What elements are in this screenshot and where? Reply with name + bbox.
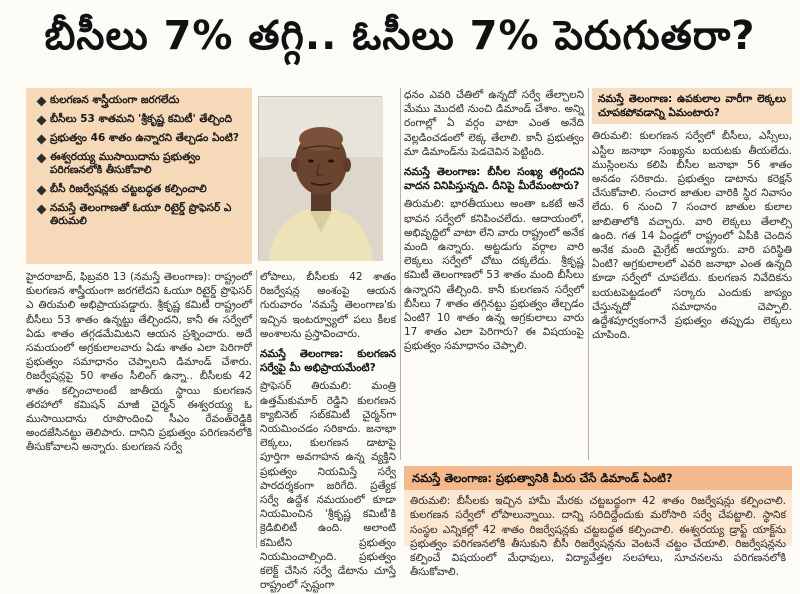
highlights-box: [26, 88, 252, 264]
paragraph: లోపాలు, బీసీలకు 42 శాతం రిజర్వేషన్ల అంశంపై ఆయన గురువారం 'నమస్తే తెలంగాణ'కు ఇచ్చిన ఇంటర్వ్యూలో పలు కీలక అంశాలను ప్రస్తావించారు.: [260, 271, 396, 340]
interview-question: నమస్తే తెలంగాణ: బీసీల సంఖ్య తగ్గిందని వాదన వినిపిస్తున్నది. దీనిపై మీరేమంటారు?: [404, 166, 584, 193]
article-column-2: [260, 270, 396, 594]
paragraph: ధనం ఎవరి చేతిలో ఉన్నదో సర్వే తేల్చాలని మేము మొదటి నుంచి డిమాండ్ చేశాం. అన్ని రంగాల్లో ఏ వర్గం వాటా ఎంత అనేది వెల్లడించడంలో లెక్క తేలాలి. కానీ ప్రభుత్వం మా డిమాండ్‌ను పెడచెవిన పెట్టింది.: [404, 89, 584, 158]
interview-answer: ప్రొఫెసర్ తిరుమలి: మంత్రి ఉత్తమ్‌కుమార్ రెడ్డిని కులగణన క్యాబినెట్ సబ్‌కమిటీ చైర్మన్‌గా నియమించడం సరికాదు. జనాభా లెక్కలు, కులగణన డాటాపై పూర్తిగా అవగాహన ఉన్న వ్యక్తిని ప్రభుత్వం నియమిస్తే సర్వే పారదర్శకంగా జరిగేది. ప్రత్యేక సర్వే ఉద్దేశ నమయంలో కూడా నియమించిన 'శ్రీకృష్ణ కమిటీ'కి క్రెడిబిలిటీ ఉంది. అలాంటి కమిటీని ప్రభుత్వం నియమించాల్సింది. ప్రభుత్వం కలెక్ట్ చేసిన సర్వే డేటాను చూస్తే రాష్ట్రంలో స్పష్టంగా: [260, 380, 396, 592]
column-divider: [400, 88, 401, 460]
article-column-3: [404, 88, 584, 356]
highlight-item: నమస్తే తెలంగాణతో ఓయూ రిటైర్డ్ ప్రొఫెసర్ ఎ తిరుమలి: [36, 202, 246, 228]
article-column-1: [26, 270, 252, 457]
diamond-bullet-icon: [37, 116, 47, 126]
interview-question: నమస్తే తెలంగాణ: ప్రభుత్వానికి మీరు చేసే డిమాండ్ ఏంటి?: [404, 466, 792, 490]
demand-box: [404, 466, 792, 579]
interview-answer: తిరుమలి: కులగణన సర్వేలో బీసీలు, ఎస్సీలు, ఎస్టీల జనాభా సంఖ్యను బయటకు తీయలేదు. ముస్లింలను కలిపి బీసీల జనాభా 56 శాతం అనడం సరికాదు. ప్రభుత్వం డాటాను కరెక్షన్ చేసుకోవాలి. సంచార జాతుల వారికి స్థిర నివాసం లేదు. 6 నుంచి 7 సంచార జాతుల కులాల జాబితాలోకి వచ్చారు. వారి లెక్కలు తేలాల్సి ఉంది. గత 14 ఏండ్లలో రాష్ట్రంలో ఏపీకి చెందిన అనేక మంది మైగ్రేట్ అయ్యారు. వారి పరిస్థితి ఏంటి? అగ్రకులాలలో ఎవరి జనాభా ఎంత ఉన్నది కూడా సర్వేలో చూపలేదు. కులగణన నివేదికను బయటపెట్టడంలో సర్కారు ఎందుకు జాప్యం చేస్తున్నదో సమాధానం చెప్పాలి. ఉద్దేశపూర్వకంగానే ప్రభుత్వం తప్పుడు లెక్కలు చూపింది.: [592, 130, 792, 342]
highlight-item: ఈశ్వరయ్య ముసాయిదాను ప్రభుత్వం పరిగణనలోకి తీసుకోవాలి: [36, 151, 246, 177]
diamond-bullet-icon: [37, 186, 47, 196]
column-divider: [588, 88, 589, 460]
column-divider: [256, 270, 257, 548]
diamond-bullet-icon: [37, 154, 47, 164]
diamond-bullet-icon: [37, 205, 47, 215]
interview-question: నమస్తే తెలంగాణ: ఉపకులాల వారీగా లెక్కలు చూపకపోవడాన్ని ఏమంటారు?: [592, 88, 792, 124]
diamond-bullet-icon: [37, 97, 47, 107]
interview-question: నమస్తే తెలంగాణ: కులగణన సర్వేపై మీ అభిప్రాయమేంటి?: [260, 348, 396, 375]
highlight-item: కులగణన శాస్త్రీయంగా జరగలేదు: [36, 94, 246, 107]
highlight-item: బీసీలు 53 శాతమని 'శ్రీకృష్ణ కమిటీ' తేల్చింది: [36, 113, 246, 126]
portrait-illustration: [259, 97, 383, 261]
diamond-bullet-icon: [37, 135, 47, 145]
paragraph: హైదరాబాద్, ఫిబ్రవరి 13 (నమస్తే తెలంగాణ): రాష్ట్రంలో కులగణన శాస్త్రీయంగా జరగలేదని ఓయూ రిటైర్డ్ ప్రొఫెసర్ ఎ తిరుమలి అభిప్రాయపడ్డారు. శ్రీకృష్ణ కమిటీ రాష్ట్రంలో బీసీలు 53 శాతం ఉన్నట్టు తేల్చిందని, కానీ ఈ సర్వేలో ఏడు శాతం తగ్గడమేమిటని ఆయన ప్రశ్నించారు. అదే సమయంలో అగ్రకులాలవారు ఏడు శాతం ఎలా పెరిగారో ప్రభుత్వం సమాధానం చెప్పాలని డిమాండ్ చేశారు. రిజర్వేషన్లపై 50 శాతం సీలింగ్ ఉన్నా.. బీసీలకు 42 శాతం కల్పించాలంటే జాతీయ స్థాయి కులగణన తరహాలో కమిషన్ మాజీ చైర్మన్ ఈశ్వరయ్య ఓ ముసాయిదాను రూపొందించి సీఎం రేవంత్‌రెడ్డికి అందజేసినట్టు తెలిపారు. దానిని ప్రభుత్వం పరిగణనలోకి తీసుకోవాలని అన్నారు. కులగణన సర్వే: [26, 271, 252, 454]
highlight-item: ప్రభుత్వం 46 శాతం ఉన్నారని తేల్చడం ఏంటి?: [36, 132, 246, 145]
interview-answer: తిరుమలి: బీసీలకు ఇచ్చిన హామీ మేరకు చట్టబద్ధంగా 42 శాతం రిజర్వేషన్లు కల్పించాలి. కులగణన సర్వేలో లోపాలున్నాయి. దాన్ని సరిదిద్దేందుకు మరోసారి సర్వే చేపట్టాలి. స్థానిక సంస్థల ఎన్నికల్లో 42 శాతం రిజర్వేషన్లకు చట్టబద్ధత కల్పించాలి. ఈశ్వరయ్య డ్రాఫ్ట్ యాక్ట్‌ను ప్రభుత్వం పరిగణనలోకి తీసుకుని బీసీ రిజర్వేషన్లను వెంటనే చట్టం చేయాలి. రిజర్వేషన్లను కల్పించే విషయంలో మేధావులు, విద్యావేత్తల సలహాలు, సూచనలను పరిగణనలోకి తీసుకోవాలి.: [410, 495, 786, 579]
highlight-item: బీసీ రిజర్వేషన్లకు చట్టబద్ధత కల్పించాలి: [36, 183, 246, 196]
article-column-4: [592, 88, 792, 344]
headline: బీసీలు 7% తగ్గి.. ఓసీలు 7% పెరుగుతరా?: [44, 13, 756, 59]
interview-answer: తిరుమలి: భారతీయులు అంతా ఒకటే అనే భావన సర్వేలో కనిపించలేదు. ఆదాయంలో, అభివృద్ధిలో వాటా లేని వారు రాష్ట్రంలో అనేక మంది ఉన్నారు. అట్టడుగు వర్గాల వారి లెక్కలు సర్వేలో చోటు దక్కలేదు. శ్రీకృష్ణ కమిటీ తెలంగాణలో 53 శాతం మంది బీసీలు ఉన్నారని తేల్చింది. కానీ కులగణన సర్వేలో బీసీలు 7 శాతం తగ్గినట్టు ప్రభుత్వం తేల్చడం ఏంటి? 10 శాతం ఉన్న అగ్రకులాలు వారు 17 శాతం ఎలా పెరిగారు? ఈ విషయంపై ప్రభుత్వం సమాధానం చెప్పాలి.: [404, 198, 584, 353]
portrait-photo: [258, 96, 382, 260]
